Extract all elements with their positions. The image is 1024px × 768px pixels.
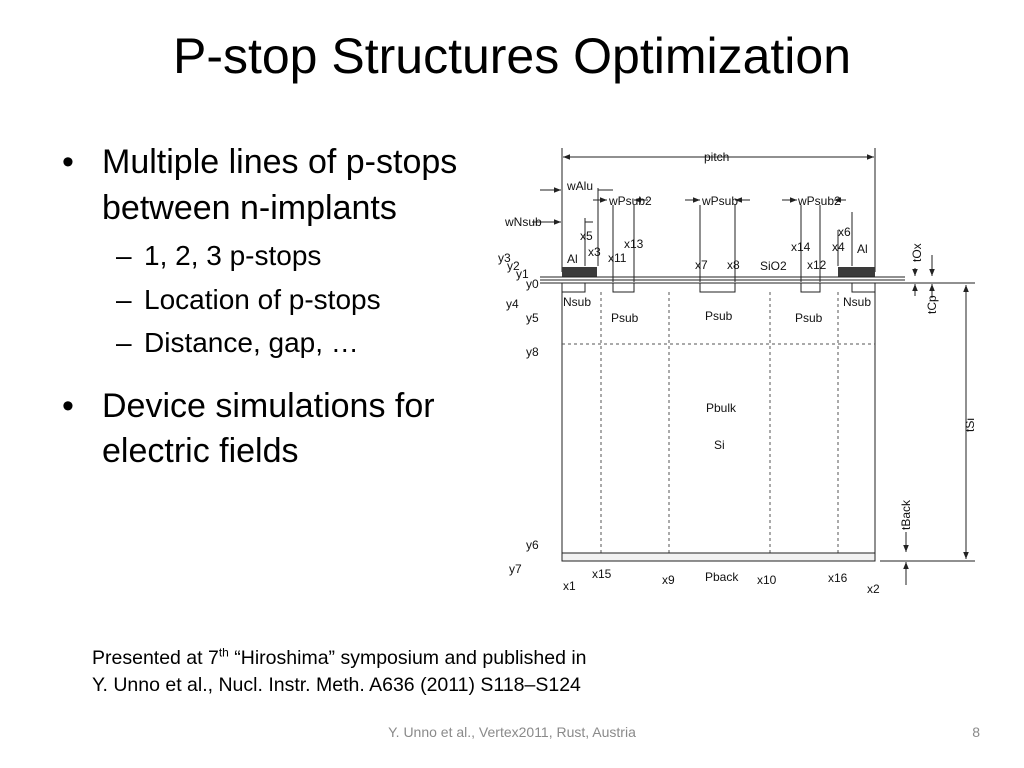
x9-label: x9 (662, 573, 675, 587)
tox-label: tOx (910, 243, 924, 262)
tcp-label: tCp (925, 295, 939, 314)
x7-label: x7 (695, 258, 708, 272)
sub-bullet-text: Location of p-stops (144, 283, 381, 315)
psub-2-label: Psub (705, 309, 733, 323)
wpsub2-right-label: wPsub2 (798, 194, 841, 208)
y1-label: y1 (516, 267, 529, 281)
y0-label: y0 (526, 277, 539, 291)
x8-label: x8 (727, 258, 740, 272)
x11-label: x11 (608, 251, 627, 265)
nsub-left-implant (562, 283, 585, 292)
psub-implant-2 (700, 283, 735, 292)
note-suffix: “Hiroshima” symposium and published in (228, 647, 587, 669)
sub-bullet-text: Distance, gap, … (144, 327, 359, 359)
al-left-label: Al (567, 252, 578, 266)
x16-label: x16 (828, 571, 848, 585)
x5-label: x5 (580, 229, 593, 243)
y5-label: y5 (526, 311, 539, 325)
nsub-left-label: Nsub (563, 295, 592, 309)
x12-label: x12 (807, 258, 827, 272)
aluminium-left (562, 267, 597, 277)
x15-label: x15 (592, 567, 612, 581)
slide-title: P-stop Structures Optimization (172, 28, 852, 84)
bullet-dot-icon: • (62, 386, 74, 425)
y8-label: y8 (526, 345, 539, 359)
note-reference: Y. Unno et al., Nucl. Instr. Meth. A636 (2011) S118–S124 (92, 673, 581, 696)
pitch-label: pitch (704, 150, 730, 164)
tback-label: tBack (899, 499, 913, 530)
psub-3-label: Psub (795, 311, 823, 325)
y7-label: y7 (509, 562, 522, 576)
page-number: 8 (972, 724, 980, 740)
dash-icon: – (116, 327, 132, 359)
x14-label: x14 (791, 240, 811, 254)
bullet-text: Device simulations for electric fields (102, 386, 435, 471)
pbulk-label: Pbulk (706, 401, 737, 415)
y3-label: y3 (498, 251, 511, 265)
psub-1-label: Psub (611, 311, 639, 325)
psub-implant-3 (801, 283, 820, 292)
wpsub2-left-label: wPsub2 (609, 194, 652, 208)
si-label: Si (714, 438, 725, 452)
bullet-dot-icon: • (62, 143, 74, 181)
bullet-text: Multiple lines of p-stops between n-implants (102, 143, 458, 227)
nsub-right-implant (852, 283, 875, 292)
al-right-label: Al (857, 242, 868, 256)
substrate-outline (562, 283, 875, 561)
y4-label: y4 (506, 297, 519, 311)
y2-label: y2 (507, 259, 520, 273)
citation-note (92, 645, 587, 698)
x2-label: x2 (867, 582, 880, 596)
x13-label: x13 (624, 237, 644, 251)
dash-icon: – (116, 283, 132, 315)
oxide-layer (540, 277, 905, 283)
x1-label: x1 (563, 579, 576, 593)
x4-label: x4 (832, 240, 845, 254)
pback-label: Pback (705, 570, 739, 584)
aluminium-right (838, 267, 875, 277)
note-superscript: th (218, 645, 229, 660)
note-prefix: Presented at 7 (92, 647, 219, 669)
x3-label: x3 (588, 245, 601, 259)
back-plane (562, 553, 875, 561)
x6-label: x6 (838, 225, 851, 239)
dash-icon: – (116, 240, 132, 272)
sio2-label: SiO2 (760, 259, 787, 273)
walu-label: wAlu (567, 179, 594, 193)
slide-footer: Y. Unno et al., Vertex2011, Rust, Austria (388, 724, 636, 740)
tsi-label: tSi (963, 417, 977, 432)
nsub-right-label: Nsub (843, 295, 872, 309)
sub-bullet-text: 1, 2, 3 p-stops (144, 240, 322, 272)
wpsub-label: wPsub (702, 194, 739, 208)
psub-implant-1 (613, 283, 634, 292)
x10-label: x10 (757, 573, 777, 587)
mesh-guides (562, 292, 875, 553)
y6-label: y6 (526, 538, 539, 552)
wnsub-label: wNsub (505, 215, 542, 229)
